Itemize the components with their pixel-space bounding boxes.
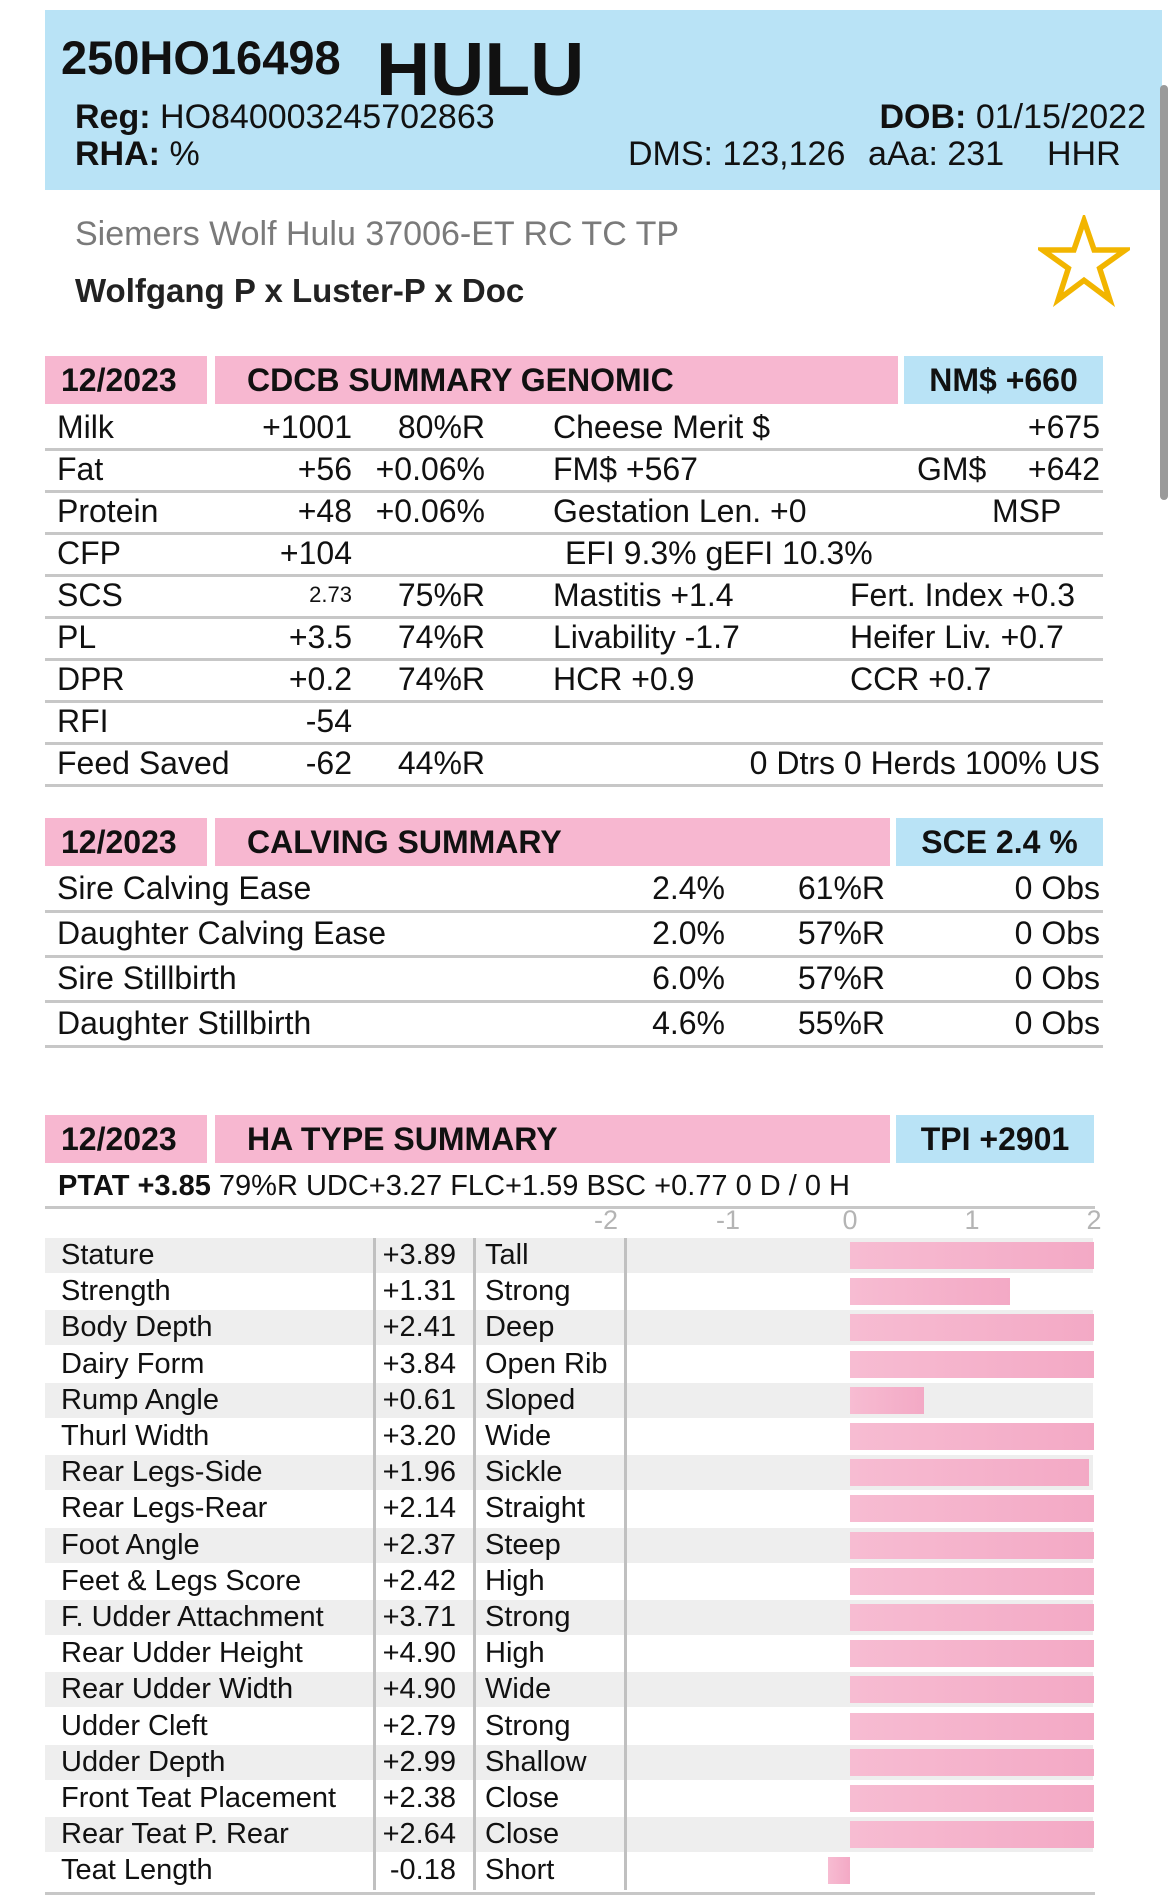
pedigree: Wolfgang P x Luster-P x Doc — [75, 272, 525, 309]
trait-value: +0.2 — [288, 661, 352, 697]
livability: Livability -1.7 — [553, 619, 740, 655]
trait-reliability: 74%R — [397, 619, 485, 655]
aaa-code: aAa: 231 — [868, 135, 1005, 173]
calving-trait-label: Sire Calving Ease — [57, 870, 312, 906]
trait-value: +104 — [279, 535, 352, 571]
trait-bar — [850, 1676, 1094, 1703]
gm-label: GM$ — [917, 451, 987, 487]
trait-bar — [850, 1351, 1094, 1378]
calving-trait-percent: 6.0% — [652, 960, 725, 996]
calving-trait-label: Daughter Calving Ease — [57, 915, 387, 951]
type-title-bar — [215, 1115, 890, 1163]
trait-value: +1.31 — [382, 1275, 456, 1307]
trait-value: +2.42 — [382, 1565, 456, 1597]
trait-value: -54 — [305, 703, 352, 739]
scrollbar[interactable] — [1160, 85, 1168, 500]
trait-bar — [850, 1785, 1094, 1812]
date-of-birth — [879, 98, 1146, 137]
trait-descriptor: Wide — [485, 1420, 552, 1452]
axis-tick-label: -2 — [593, 1205, 618, 1235]
rha — [75, 135, 200, 174]
dob-value: 01/15/2022 — [975, 98, 1146, 136]
trait-bar — [850, 1278, 1010, 1305]
trait-descriptor: High — [485, 1637, 545, 1669]
row-divider — [45, 1045, 1103, 1048]
rha-value: % — [169, 135, 200, 173]
gestation-length: Gestation Len. +0 — [553, 493, 807, 529]
genomic-title: CDCB SUMMARY GENOMIC — [247, 362, 674, 398]
calving-trait-reliability: 57%R — [797, 915, 885, 951]
trait-descriptor: Sloped — [485, 1384, 576, 1416]
type-summary-values: 79%R UDC+3.27 FLC+1.59 BSC +0.77 0 D / 0 H — [210, 1170, 850, 1202]
calving-trait-observations: 0 Obs — [1014, 915, 1100, 951]
dob-label: DOB: — [879, 98, 967, 136]
type-title: HA TYPE SUMMARY — [247, 1121, 558, 1157]
genomic-date-bar — [45, 356, 207, 404]
trait-value: +3.89 — [382, 1239, 456, 1271]
trait-bar — [850, 1749, 1094, 1776]
table-bottom-border — [45, 1892, 1095, 1895]
trait-descriptor: Shallow — [485, 1746, 587, 1778]
trait-name: Thurl Width — [61, 1420, 210, 1452]
sire-code: 250HO16498 — [61, 31, 341, 84]
trait-name: Rear Udder Width — [61, 1673, 294, 1705]
genomic-date: 12/2023 — [61, 362, 177, 398]
trait-descriptor: Strong — [485, 1275, 571, 1307]
column-divider — [373, 1238, 376, 1890]
trait-name: Dairy Form — [61, 1348, 205, 1380]
sire-name: HULU — [376, 27, 585, 111]
calving-trait-observations: 0 Obs — [1014, 1005, 1100, 1041]
trait-reliability: +0.06% — [375, 451, 485, 487]
trait-name: Rear Legs-Rear — [61, 1492, 268, 1524]
sce-badge — [896, 818, 1103, 866]
calving-trait-label: Sire Stillbirth — [57, 960, 237, 996]
trait-name: Front Teat Placement — [61, 1782, 337, 1814]
trait-descriptor: Close — [485, 1818, 560, 1850]
trait-value: +1.96 — [382, 1456, 456, 1488]
trait-value: +2.99 — [382, 1746, 456, 1778]
axis-tick-label: 2 — [1086, 1205, 1102, 1235]
trait-descriptor: Straight — [485, 1492, 585, 1524]
trait-name: Strength — [61, 1275, 171, 1307]
trait-descriptor: High — [485, 1565, 545, 1597]
trait-name: Udder Cleft — [61, 1710, 208, 1742]
trait-value: +2.37 — [382, 1529, 456, 1561]
calving-trait-observations: 0 Obs — [1014, 960, 1100, 996]
calving-trait-percent: 2.4% — [652, 870, 725, 906]
trait-descriptor: Strong — [485, 1601, 571, 1633]
reg-label: Reg: — [75, 98, 151, 136]
trait-value: 2.73 — [309, 582, 352, 607]
tpi-badge — [896, 1115, 1094, 1163]
trait-label: DPR — [57, 661, 125, 697]
trait-value: +2.41 — [382, 1311, 456, 1343]
trait-name: F. Udder Attachment — [61, 1601, 324, 1633]
calving-trait-label: Daughter Stillbirth — [57, 1005, 312, 1041]
calving-title: CALVING SUMMARY — [247, 824, 562, 860]
trait-reliability: 44%R — [397, 745, 485, 781]
trait-label: PL — [57, 619, 97, 655]
efi: EFI 9.3% gEFI 10.3% — [565, 535, 873, 571]
registration — [75, 98, 495, 137]
tpi-badge-value: TPI +2901 — [920, 1121, 1070, 1157]
trait-label: SCS — [57, 577, 123, 613]
trait-value: +3.20 — [382, 1420, 456, 1452]
calving-date: 12/2023 — [61, 824, 177, 860]
trait-value: +2.79 — [382, 1710, 456, 1742]
trait-value: +48 — [297, 493, 352, 529]
ccr: CCR +0.7 — [850, 661, 992, 697]
hcr: HCR +0.9 — [553, 661, 695, 697]
trait-value: +2.64 — [382, 1818, 456, 1850]
calving-trait-reliability: 61%R — [797, 870, 885, 906]
trait-label: Protein — [57, 493, 159, 529]
daughter-herd-count: 0 Dtrs 0 Herds 100% US — [749, 745, 1100, 781]
trait-label: RFI — [57, 703, 109, 739]
trait-bar — [850, 1604, 1094, 1631]
trait-reliability: 80%R — [397, 409, 485, 445]
trait-value: +3.71 — [382, 1601, 456, 1633]
divider — [45, 1206, 1095, 1209]
trait-value: +56 — [297, 451, 352, 487]
trait-descriptor: Strong — [485, 1710, 571, 1742]
trait-bar — [850, 1495, 1094, 1522]
trait-name: Rear Teat P. Rear — [61, 1818, 289, 1850]
row-divider — [45, 784, 1103, 787]
trait-value: +4.90 — [382, 1673, 456, 1705]
axis-tick-label: 1 — [964, 1205, 980, 1235]
calving-trait-reliability: 57%R — [797, 960, 885, 996]
trait-label: CFP — [57, 535, 121, 571]
genomic-title-bar — [215, 356, 898, 404]
dms: DMS: 123,126 — [628, 135, 846, 173]
trait-reliability: 74%R — [397, 661, 485, 697]
trait-descriptor: Tall — [485, 1239, 529, 1271]
haplotype: HHR — [1047, 135, 1121, 173]
trait-reliability: +0.06% — [375, 493, 485, 529]
ptat-value: PTAT +3.85 — [58, 1170, 211, 1202]
axis-tick-label: -1 — [715, 1205, 740, 1235]
calving-date-bar — [45, 818, 207, 866]
trait-value: -0.18 — [389, 1854, 456, 1886]
trait-reliability: 75%R — [397, 577, 485, 613]
trait-value: +1001 — [262, 409, 352, 445]
trait-descriptor: Short — [485, 1854, 555, 1886]
calving-trait-percent: 2.0% — [652, 915, 725, 951]
trait-name: Body Depth — [61, 1311, 213, 1343]
trait-value: -62 — [305, 745, 352, 781]
axis-tick-label: 0 — [842, 1205, 858, 1235]
star-outline-icon[interactable] — [1038, 215, 1130, 307]
trait-name: Rear Legs-Side — [61, 1456, 263, 1488]
trait-label: Feed Saved — [57, 745, 230, 781]
trait-descriptor: Steep — [485, 1529, 561, 1561]
trait-bar — [850, 1713, 1094, 1740]
trait-descriptor: Close — [485, 1782, 560, 1814]
trait-name: Teat Length — [61, 1854, 213, 1886]
gm-value: +642 — [1027, 451, 1100, 487]
trait-bar — [850, 1242, 1094, 1269]
nm-badge — [904, 356, 1103, 404]
trait-bar — [850, 1459, 1089, 1486]
trait-value: +2.14 — [382, 1492, 456, 1524]
registered-name: Siemers Wolf Hulu 37006-ET RC TC TP — [75, 215, 680, 253]
trait-descriptor: Deep — [485, 1311, 555, 1343]
trait-bar — [850, 1314, 1094, 1341]
trait-name: Rump Angle — [61, 1384, 219, 1416]
cheese-merit-value: +675 — [1027, 409, 1100, 445]
sire-header — [45, 10, 1162, 190]
trait-bar — [850, 1821, 1094, 1848]
fert-index: Fert. Index +0.3 — [850, 577, 1076, 613]
type-date: 12/2023 — [61, 1121, 177, 1157]
sce-badge-value: SCE 2.4 % — [921, 824, 1078, 860]
trait-bar — [828, 1857, 850, 1884]
trait-descriptor: Wide — [485, 1673, 552, 1705]
trait-name: Feet & Legs Score — [61, 1565, 302, 1597]
trait-descriptor: Sickle — [485, 1456, 563, 1488]
calving-title-bar — [215, 818, 890, 866]
heifer-livability: Heifer Liv. +0.7 — [850, 619, 1064, 655]
type-date-bar — [45, 1115, 207, 1163]
mastitis: Mastitis +1.4 — [553, 577, 734, 613]
trait-value: +3.84 — [382, 1348, 456, 1380]
trait-name: Stature — [61, 1239, 155, 1271]
trait-bar — [850, 1387, 924, 1414]
reg-value: HO840003245702863 — [160, 98, 495, 136]
trait-bar — [850, 1568, 1094, 1595]
cheese-merit-label: Cheese Merit $ — [553, 409, 770, 445]
trait-name: Udder Depth — [61, 1746, 226, 1778]
trait-bar — [850, 1532, 1094, 1559]
trait-descriptor: Open Rib — [485, 1348, 608, 1380]
trait-name: Foot Angle — [61, 1529, 200, 1561]
rha-label: RHA: — [75, 135, 160, 173]
column-divider — [624, 1238, 627, 1890]
type-summary-line — [58, 1168, 850, 1204]
trait-label: Milk — [57, 409, 114, 445]
column-divider — [473, 1238, 476, 1890]
row-divider — [45, 700, 1103, 703]
trait-value: +2.38 — [382, 1782, 456, 1814]
trait-label: Fat — [57, 451, 104, 487]
trait-value: +3.5 — [288, 619, 352, 655]
trait-value: +0.61 — [382, 1384, 456, 1416]
calving-trait-reliability: 55%R — [797, 1005, 885, 1041]
trait-value: +4.90 — [382, 1637, 456, 1669]
msp: MSP — [992, 493, 1062, 529]
nm-badge-value: NM$ +660 — [929, 362, 1078, 398]
fm-value: FM$ +567 — [553, 451, 698, 487]
trait-bar — [850, 1423, 1094, 1450]
trait-bar — [850, 1640, 1094, 1667]
calving-trait-observations: 0 Obs — [1014, 870, 1100, 906]
trait-name: Rear Udder Height — [61, 1637, 303, 1669]
calving-trait-percent: 4.6% — [652, 1005, 725, 1041]
